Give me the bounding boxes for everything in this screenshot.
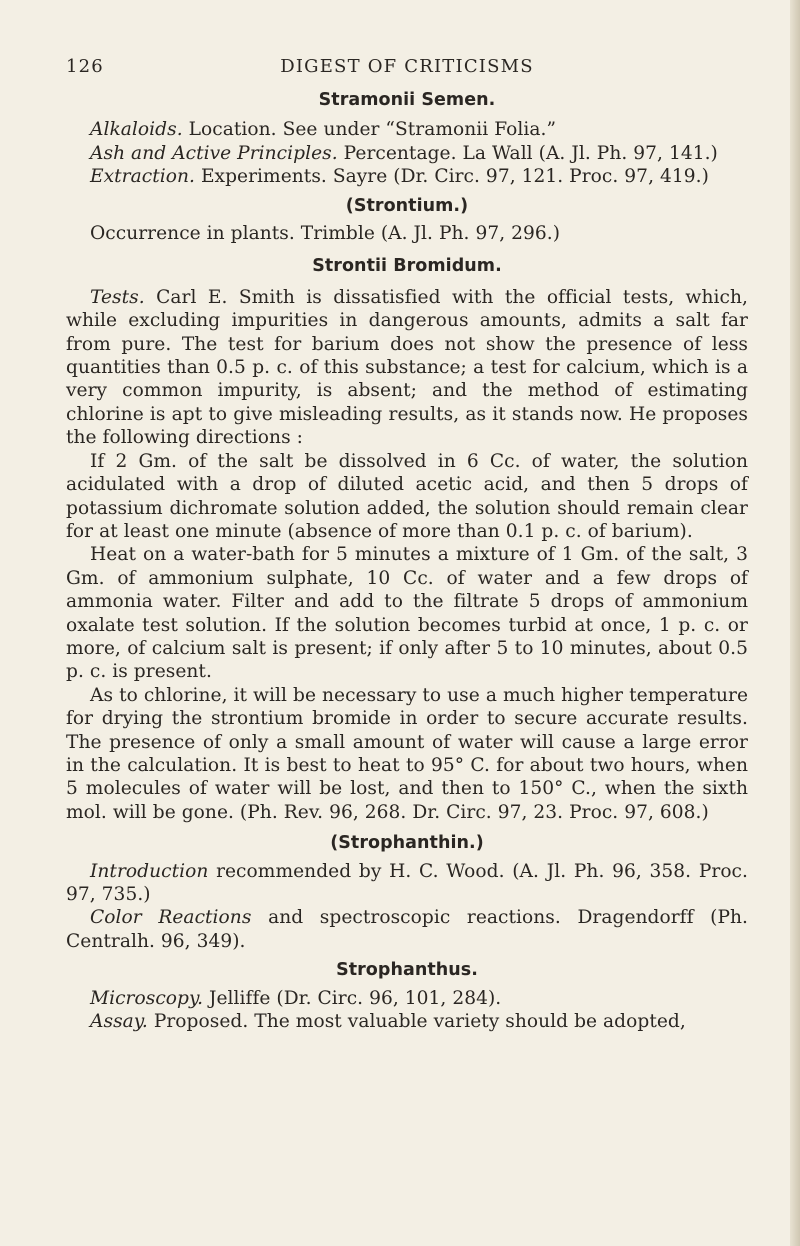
entry-extraction	[66, 165, 748, 188]
entry-text: Experiments. Sayre (Dr. Circ. 97, 121. Proc. 97, 419.)	[200, 166, 709, 188]
heading-stramonii-semen: Stramonii Semen.	[318, 90, 496, 110]
paragraph-barium-test: If 2 Gm. of the salt be dissolved in 6 Cc. of water, the solution acidulated with a drop of diluted acetic acid, and then 5 drops of potassium dichromate solution added, the solution should remain clear for at least one minute (absence of more than 0.1 p. c. of barium).	[66, 450, 748, 542]
entry-color-reactions	[66, 906, 748, 953]
entry-text: Carl E. Smith is dissatisfied with the official tests, which, while excluding impurities in dangerous amounts, admits a salt far from pure. The test for barium does not show the presence of less quantities than 0.5 p. c. of this substance; a test for calcium, which is a very common impurity, is absent; and the method of estimating chlorine is apt to give misleading results, as it stands now. He proposes the following directions :	[66, 286, 748, 449]
heading-strophanthus: Strophanthus.	[336, 960, 478, 981]
entry-lead: Alkaloids.	[90, 119, 183, 141]
entry-lead: Tests.	[90, 286, 145, 308]
entry-text: and spectroscopic reactions. Dragendorff (Ph. Centralh. 96, 349).	[66, 907, 749, 952]
entry-tests	[66, 286, 748, 450]
page-body	[66, 54, 748, 1033]
entry-alkaloids	[66, 118, 748, 141]
entry-lead: Assay.	[90, 1011, 148, 1033]
entry-lead: Ash and Active Principles.	[90, 142, 338, 164]
entry-introduction	[66, 860, 748, 907]
entry-text: Location. See under “Stramonii Folia.”	[188, 119, 557, 141]
page-edge	[790, 0, 800, 1246]
paragraph-chlorine-test: As to chlorine, it will be necessary to use a much higher temperature for drying the strontium bromide in order to secure accurate results. The presence of only a small amount of water will cause a large error in the calculation. It is best to heat to 95° C. for about two hours, when 5 molecules of water will be lost, and then to 150° C., when the sixth mol. will be gone. (Ph. Rev. 96, 268. Dr. Circ. 97, 23. Proc. 97, 608.)	[66, 684, 748, 823]
heading-strontii-bromidum: Strontii Bromidum.	[312, 256, 502, 277]
entry-microscopy	[66, 987, 748, 1010]
heading-strophanthin: (Strophanthin.)	[330, 833, 484, 854]
entry-ash	[66, 142, 748, 165]
entry-occurrence: Occurrence in plants. Trimble (A. Jl. Ph. 97, 296.)	[90, 223, 561, 245]
entry-text: Proposed. The most valuable variety should be adopted,	[153, 1011, 686, 1033]
entry-text: Jelliffe (Dr. Circ. 96, 101, 284).	[209, 987, 502, 1009]
entry-text: recommended by H. C. Wood. (A. Jl. Ph. 96, 358. Proc. 97, 735.)	[66, 860, 748, 905]
entry-lead: Color Reactions	[90, 907, 252, 929]
entry-lead: Microscopy.	[90, 987, 204, 1009]
heading-strontium: (Strontium.)	[345, 195, 469, 216]
entry-lead: Extraction.	[90, 166, 195, 188]
page-number: 126	[66, 56, 104, 77]
running-title: DIGEST OF CRITICISMS	[280, 56, 534, 77]
entry-assay	[66, 1010, 748, 1033]
paragraph-calcium-test: Heat on a water-bath for 5 minutes a mixture of 1 Gm. of the salt, 3 Gm. of ammonium sulphate, 10 Cc. of water and a few drops of ammonia water. Filter and add to the filtrate 5 drops of ammonium oxalate test solution. If the solution becomes turbid at once, 1 p. c. or more, of calcium salt is present; if only after 5 to 10 minutes, about 0.5 p. c. is present.	[66, 544, 748, 683]
entry-lead: Introduction	[90, 860, 209, 882]
entry-text: Percentage. La Wall (A. Jl. Ph. 97, 141.)	[343, 142, 718, 164]
